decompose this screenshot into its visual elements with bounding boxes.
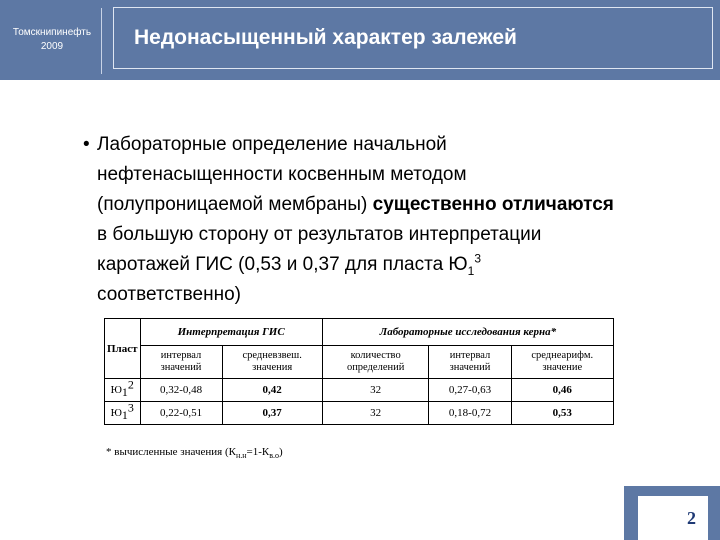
plast-sup: 2 bbox=[127, 377, 134, 392]
organization-label bbox=[4, 18, 100, 62]
cell-plast bbox=[105, 402, 141, 425]
footnote-suffix: ) bbox=[279, 446, 283, 458]
bullet-text-part1: Лабораторные определение начальной нефтенасыщенности косвенным методом (полупроницаемой мембраны) bbox=[97, 134, 467, 215]
bullet-text-part2: в большую сторону от результатов интерпретации каротажей ГИС (0,53 и 0,37 для пласта Ю bbox=[97, 224, 542, 275]
page-number: 2 bbox=[687, 507, 696, 528]
cell-gis-avg: 0,37 bbox=[222, 402, 322, 425]
cell-plast bbox=[105, 379, 141, 402]
cell-core-avg: 0,53 bbox=[511, 402, 613, 425]
header-divider bbox=[101, 8, 102, 74]
bullet-text-sub: 1 bbox=[467, 263, 475, 278]
bullet-text-part3: соответственно) bbox=[97, 284, 241, 305]
footnote-sub1: н.н bbox=[235, 451, 247, 461]
subheader-gis-interval: интервал значений bbox=[140, 346, 222, 379]
cell-core-interval: 0,18-0,72 bbox=[429, 402, 511, 425]
footnote-sub2: в.о bbox=[269, 451, 280, 461]
bullet-text bbox=[97, 130, 617, 310]
plast-base: Ю bbox=[110, 384, 122, 396]
footnote-mid: =1-К bbox=[246, 446, 270, 458]
plast-base: Ю bbox=[110, 407, 122, 419]
footnote-prefix: * вычисленные значения (К bbox=[106, 446, 236, 458]
cell-core-avg: 0,46 bbox=[511, 379, 613, 402]
plast-sub: 1 bbox=[121, 408, 128, 423]
page-number-box bbox=[624, 486, 720, 540]
cell-gis-interval: 0,32-0,48 bbox=[140, 379, 222, 402]
header-bar bbox=[0, 0, 720, 80]
data-table bbox=[104, 318, 614, 425]
organization-name: Томскнипинефть bbox=[12, 27, 92, 38]
bullet-marker: • bbox=[83, 134, 90, 155]
subheader-core-count: количество определений bbox=[322, 346, 429, 379]
footnote bbox=[106, 446, 283, 461]
header-group-gis: Интерпретация ГИС bbox=[140, 319, 322, 346]
subheader-gis-avg: средневзвеш. значения bbox=[222, 346, 322, 379]
data-table-wrap bbox=[104, 318, 614, 425]
cell-gis-avg: 0,42 bbox=[222, 379, 322, 402]
subheader-core-avg: среднеарифм. значение bbox=[511, 346, 613, 379]
header-group-core: Лабораторные исследования керна* bbox=[322, 319, 613, 346]
cell-gis-interval: 0,22-0,51 bbox=[140, 402, 222, 425]
header-plast: Пласт bbox=[105, 319, 141, 379]
title-box bbox=[113, 7, 713, 69]
bullet-text-sup: 3 bbox=[474, 251, 482, 266]
organization-year: 2009 bbox=[40, 41, 64, 52]
slide-title: Недонасыщенный характер залежей bbox=[134, 26, 517, 49]
bullet-text-bold: существенно отличаются bbox=[372, 194, 614, 215]
cell-core-count: 32 bbox=[322, 402, 429, 425]
page-number-inner bbox=[638, 496, 708, 540]
subheader-core-interval: интервал значений bbox=[429, 346, 511, 379]
table-row bbox=[105, 379, 614, 402]
table-row bbox=[105, 402, 614, 425]
cell-core-count: 32 bbox=[322, 379, 429, 402]
plast-sub: 1 bbox=[121, 385, 128, 400]
cell-core-interval: 0,27-0,63 bbox=[429, 379, 511, 402]
plast-sup: 3 bbox=[127, 400, 134, 415]
